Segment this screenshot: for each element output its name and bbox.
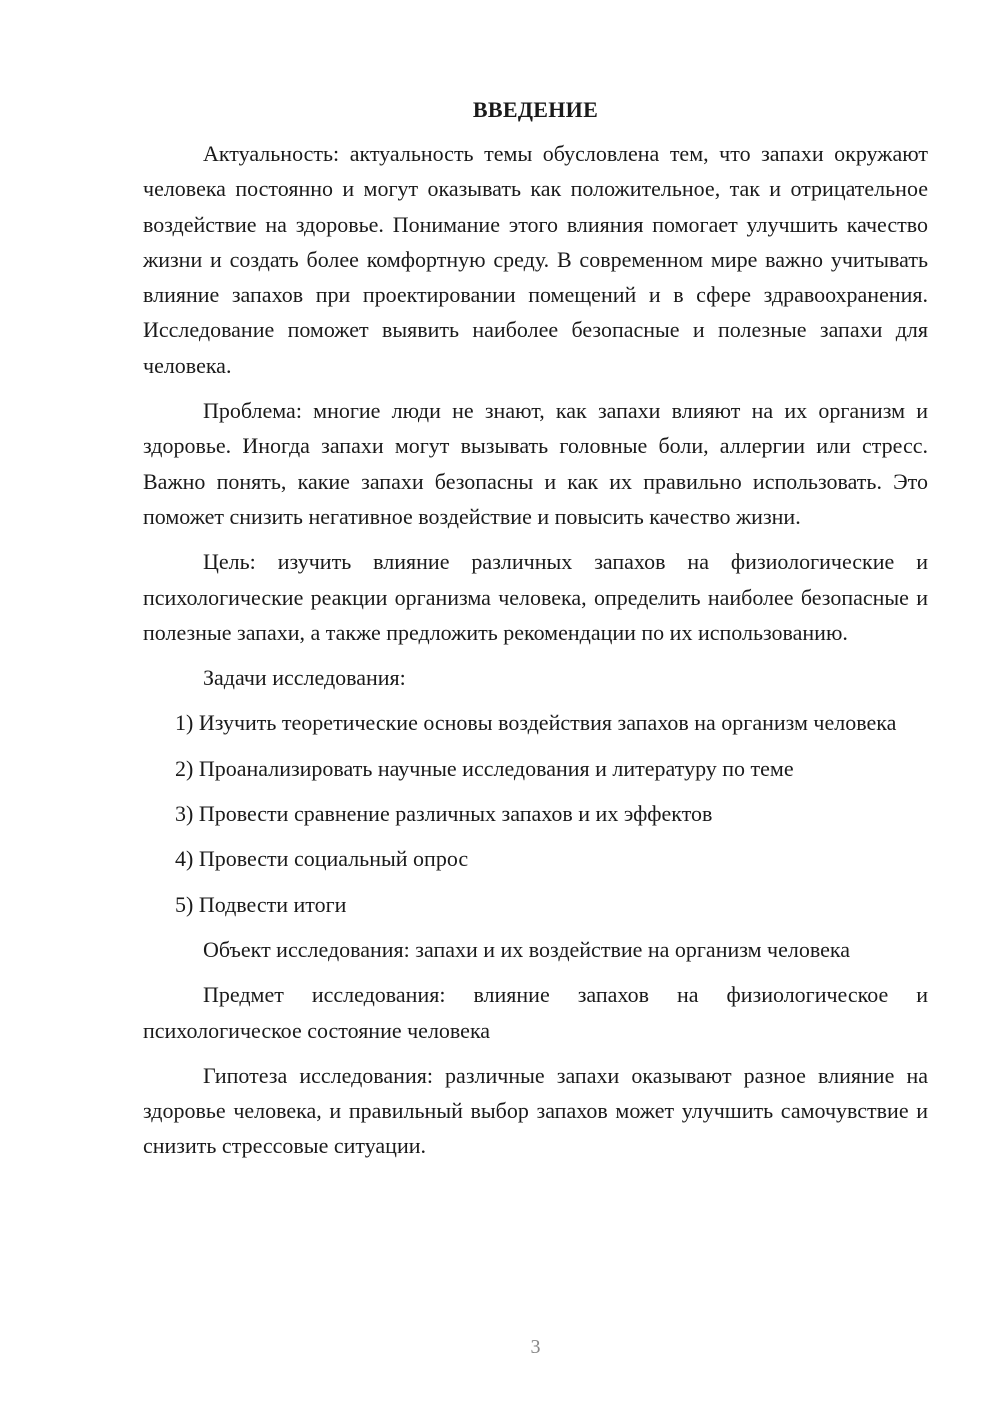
relevance-paragraph: Актуальность: актуальность темы обусловлена тем, что запахи окружают человека постоянно и могут оказывать как положительное, так и отрицательное воздействие на здоровье. Понимание этого влияния помогает улучшить качество жизни и создать более комфортную среду. В современном мире важно учитывать влияние запахов при проектировании помещений и в сфере здравоохранения. Исследование поможет выявить наиболее безопасные и полезные запахи для человека.	[143, 141, 928, 378]
task-item-1	[143, 705, 928, 740]
task-item-1-text: 1) Изучить теоретические основы воздействия запахов на организм человека	[175, 710, 897, 736]
section-title: ВВЕДЕНИЕ	[472, 97, 599, 122]
task-item-5: 5) Подвести итоги	[175, 891, 347, 917]
hypothesis-paragraph: Гипотеза исследования: различные запахи оказывают разное влияние на здоровье человека, и правильный выбор запахов может улучшить самочувствие и снизить стрессовые ситуации.	[143, 1062, 928, 1159]
document-page	[143, 96, 928, 1164]
task-item-4: 4) Провести социальный опрос	[175, 846, 469, 872]
goal-paragraph: Цель: изучить влияние различных запахов на физиологические и психологические реакции организма человека, определить наиболее безопасные и полезные запахи, а также предложить рекомендации по их использованию.	[143, 549, 928, 645]
task-item-2: 2) Проанализировать научные исследования и литературу по теме	[175, 755, 794, 781]
task-item-3: 3) Провести сравнение различных запахов и их эффектов	[175, 801, 713, 827]
page-number: 3	[530, 1336, 541, 1358]
object-paragraph: Объект исследования: запахи и их воздействие на организм человека	[203, 936, 850, 962]
subject-paragraph: Предмет исследования: влияние запахов на физиологическое и психологическое состояние человека	[143, 982, 928, 1043]
tasks-heading: Задачи исследования:	[203, 665, 406, 691]
problem-paragraph: Проблема: многие люди не знают, как запахи влияют на их организм и здоровье. Иногда запахи могут вызывать головные боли, аллергии или стресс. Важно понять, какие запахи безопасны и как их правильно использовать. Это поможет снизить негативное воздействие и повысить качество жизни.	[143, 398, 928, 529]
